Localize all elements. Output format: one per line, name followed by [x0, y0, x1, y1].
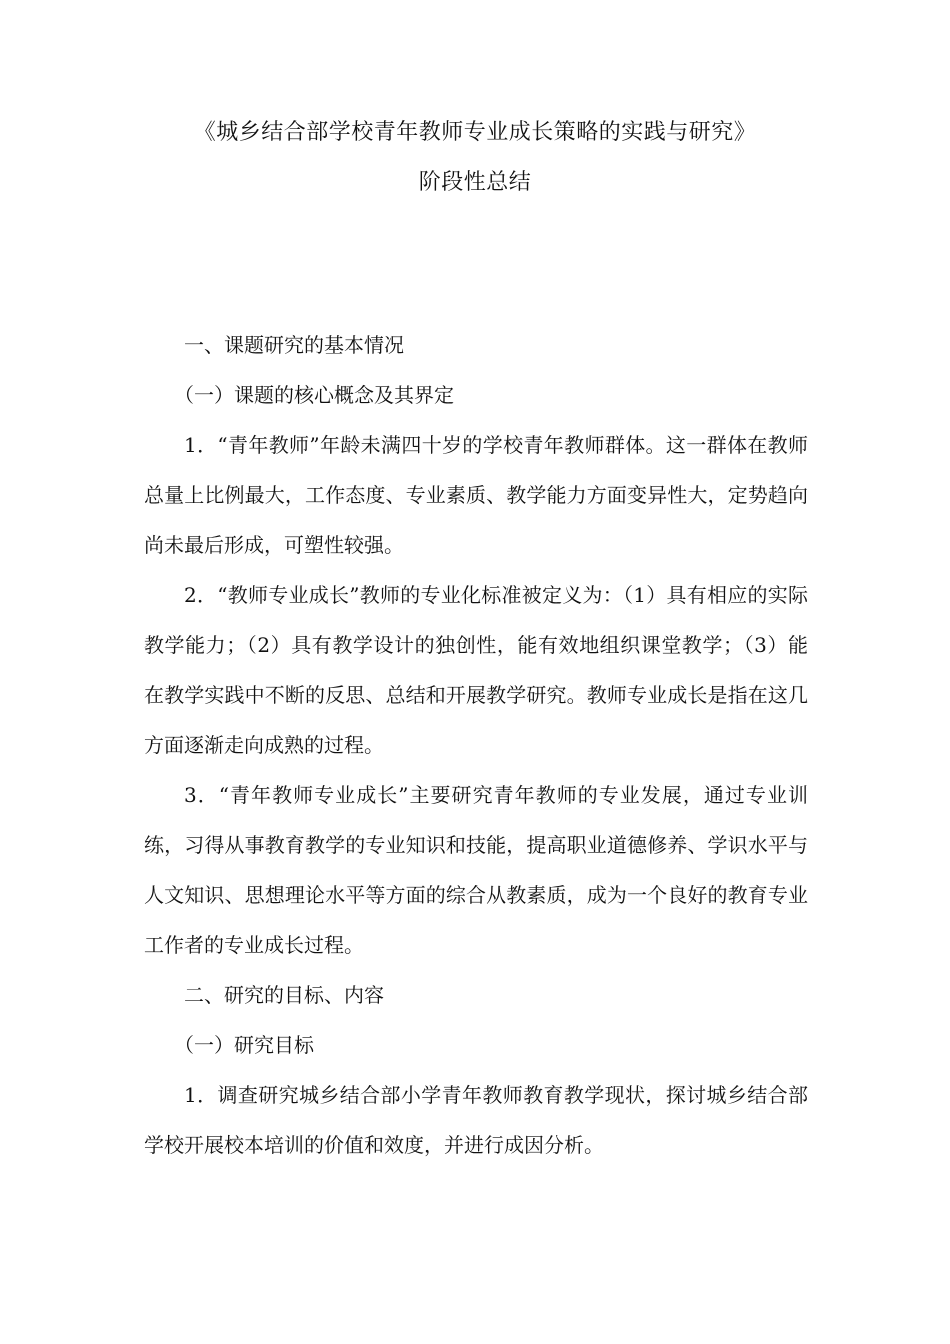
paragraph-definition-professional-growth: 2．“教师专业成长”教师的专业化标准被定义为：（1）具有相应的实际教学能力；（2）具有教学设计的独创性，能有效地组织课堂教学；（3）能在教学实践中不断的反思、总结和开展教学研究。教师专业成长是指在这几方面逐渐走向成熟的过程。	[144, 583, 808, 757]
document-body	[144, 320, 808, 1170]
paragraph-definition-young-teacher: 1．“青年教师”年龄未满四十岁的学校青年教师群体。这一群体在教师总量上比例最大，工作态度、专业素质、教学能力方面变异性大，定势趋向尚未最后形成，可塑性较强。	[144, 433, 808, 557]
subsection-heading-1-1: （一）课题的核心概念及其界定	[174, 383, 454, 407]
paragraph-definition-young-teacher-growth: 3．“青年教师专业成长”主要研究青年教师的专业发展，通过专业训练，习得从事教育教学的专业知识和技能，提高职业道德修养、学识水平与人文知识、思想理论水平等方面的综合从教素质，成为一个良好的教育专业工作者的专业成长过程。	[144, 783, 808, 957]
section-heading-1: 一、课题研究的基本情况	[184, 333, 404, 357]
document-title: 《城乡结合部学校青年教师专业成长策略的实践与研究》	[193, 120, 757, 145]
section-heading-2: 二、研究的目标、内容	[184, 983, 384, 1007]
paragraph-research-goal-1: 1．调查研究城乡结合部小学青年教师教育教学现状，探讨城乡结合部学校开展校本培训的价值和效度，并进行成因分析。	[144, 1083, 808, 1157]
document-subtitle: 阶段性总结	[418, 170, 532, 195]
subsection-heading-2-1: （一）研究目标	[174, 1033, 314, 1057]
